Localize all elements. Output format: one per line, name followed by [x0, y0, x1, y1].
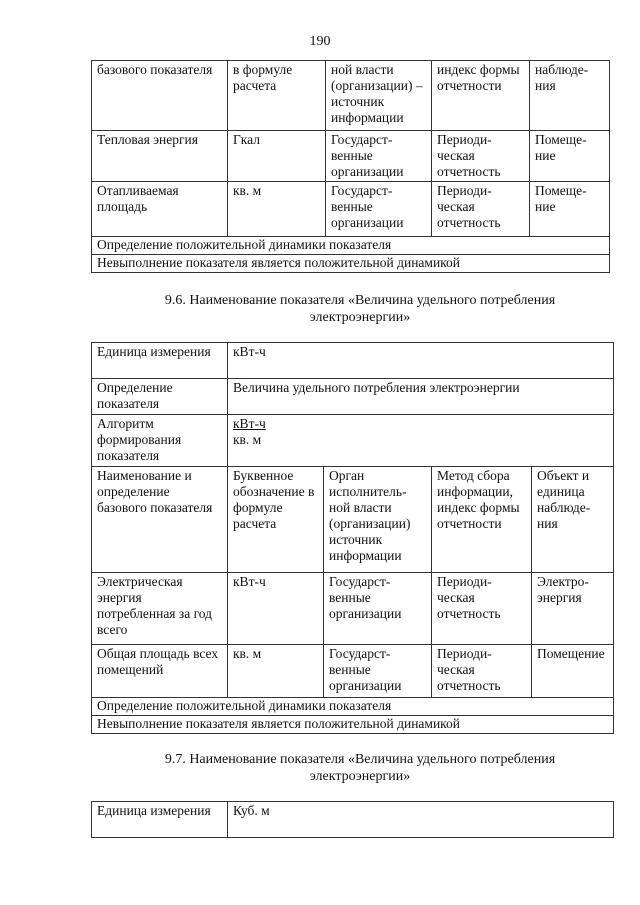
table-cell: Отапливаемая площадь	[92, 182, 228, 237]
heading-line: электроэнергии»	[309, 769, 411, 784]
table-cell: кв. м	[228, 645, 324, 698]
table-row	[92, 645, 614, 698]
table-cell: Периоди-ческая отчетность	[432, 645, 532, 698]
table-cell: Помеще-ние	[530, 182, 610, 237]
table-row	[92, 573, 614, 645]
table-cell: Государст-венные организации	[324, 645, 432, 698]
table-cell: Периоди-ческая отчетность	[432, 573, 532, 645]
table-section-9-6	[91, 342, 614, 734]
table-row	[92, 467, 614, 573]
table-cell: Помеще-ние	[530, 131, 610, 182]
definition-label: Определение показателя	[92, 379, 228, 415]
dynamics-definition: Определение положительной динамики показателя	[92, 698, 614, 716]
table-row	[92, 237, 610, 255]
table-row	[92, 131, 610, 182]
definition-value: Величина удельного потребления электроэнергии	[228, 379, 614, 415]
table-cell: Периоди-ческая отчетность	[432, 131, 530, 182]
table-cell: Государст-венные организации	[326, 131, 432, 182]
dynamics-definition: Определение положительной динамики показателя	[92, 237, 610, 255]
column-header: Орган исполнитель-ной власти (организации) источник информации	[324, 467, 432, 573]
unit-value: кВт-ч	[228, 343, 614, 379]
table-cell: Периоди-ческая отчетность	[432, 182, 530, 237]
table-row	[92, 379, 614, 415]
table-cell: Электро-энергия	[532, 573, 614, 645]
table-cell: кВт-ч	[228, 573, 324, 645]
table-cell: кв. м	[228, 182, 326, 237]
table-cell: Тепловая энергия	[92, 131, 228, 182]
table-section-9-7	[91, 801, 614, 838]
unit-label: Единица измерения	[92, 802, 228, 838]
formula-denominator: кв. м	[233, 432, 262, 447]
table-continued	[91, 60, 610, 273]
table-row	[92, 343, 614, 379]
unit-label: Единица измерения	[92, 343, 228, 379]
column-header: Метод сбора информации, индекс формы отчетности	[432, 467, 532, 573]
unit-value: Куб. м	[228, 802, 614, 838]
table-cell: Общая площадь всех помещений	[92, 645, 228, 698]
section-heading-9-6	[80, 292, 640, 326]
table-row	[92, 716, 614, 734]
heading-line: 9.6. Наименование показателя «Величина удельного потребления	[164, 293, 556, 308]
table-cell: Электрическая энергия потребленная за год всего	[92, 573, 228, 645]
column-header: Наименование и определение базового показателя	[92, 467, 228, 573]
section-heading-9-7	[80, 751, 640, 785]
formula-numerator: кВт-ч	[233, 416, 266, 431]
column-header: Буквенное обозначение в формуле расчета	[228, 467, 324, 573]
table-cell: Государст-венные организации	[326, 182, 432, 237]
algorithm-formula	[228, 415, 614, 467]
dynamics-note: Невыполнение показателя является положительной динамикой	[92, 255, 610, 273]
table-cell: Государст-венные организации	[324, 573, 432, 645]
table-row	[92, 61, 610, 131]
table-cell: ной власти (организации) – источник информации	[326, 61, 432, 131]
page-number: 190	[309, 34, 331, 49]
table-row	[92, 802, 614, 838]
table-row	[92, 255, 610, 273]
table-cell: индекс формы отчетности	[432, 61, 530, 131]
dynamics-note: Невыполнение показателя является положительной динамикой	[92, 716, 614, 734]
column-header: Объект и единица наблюде-ния	[532, 467, 614, 573]
table-cell: Гкал	[228, 131, 326, 182]
algorithm-label: Алгоритм формирования показателя	[92, 415, 228, 467]
heading-line: электроэнергии»	[309, 310, 411, 325]
table-row	[92, 182, 610, 237]
table-cell: в формуле расчета	[228, 61, 326, 131]
heading-line: 9.7. Наименование показателя «Величина удельного потребления	[164, 752, 556, 767]
table-row	[92, 698, 614, 716]
table-cell: базового показателя	[92, 61, 228, 131]
table-cell: наблюде-ния	[530, 61, 610, 131]
table-row	[92, 415, 614, 467]
table-cell: Помещение	[532, 645, 614, 698]
